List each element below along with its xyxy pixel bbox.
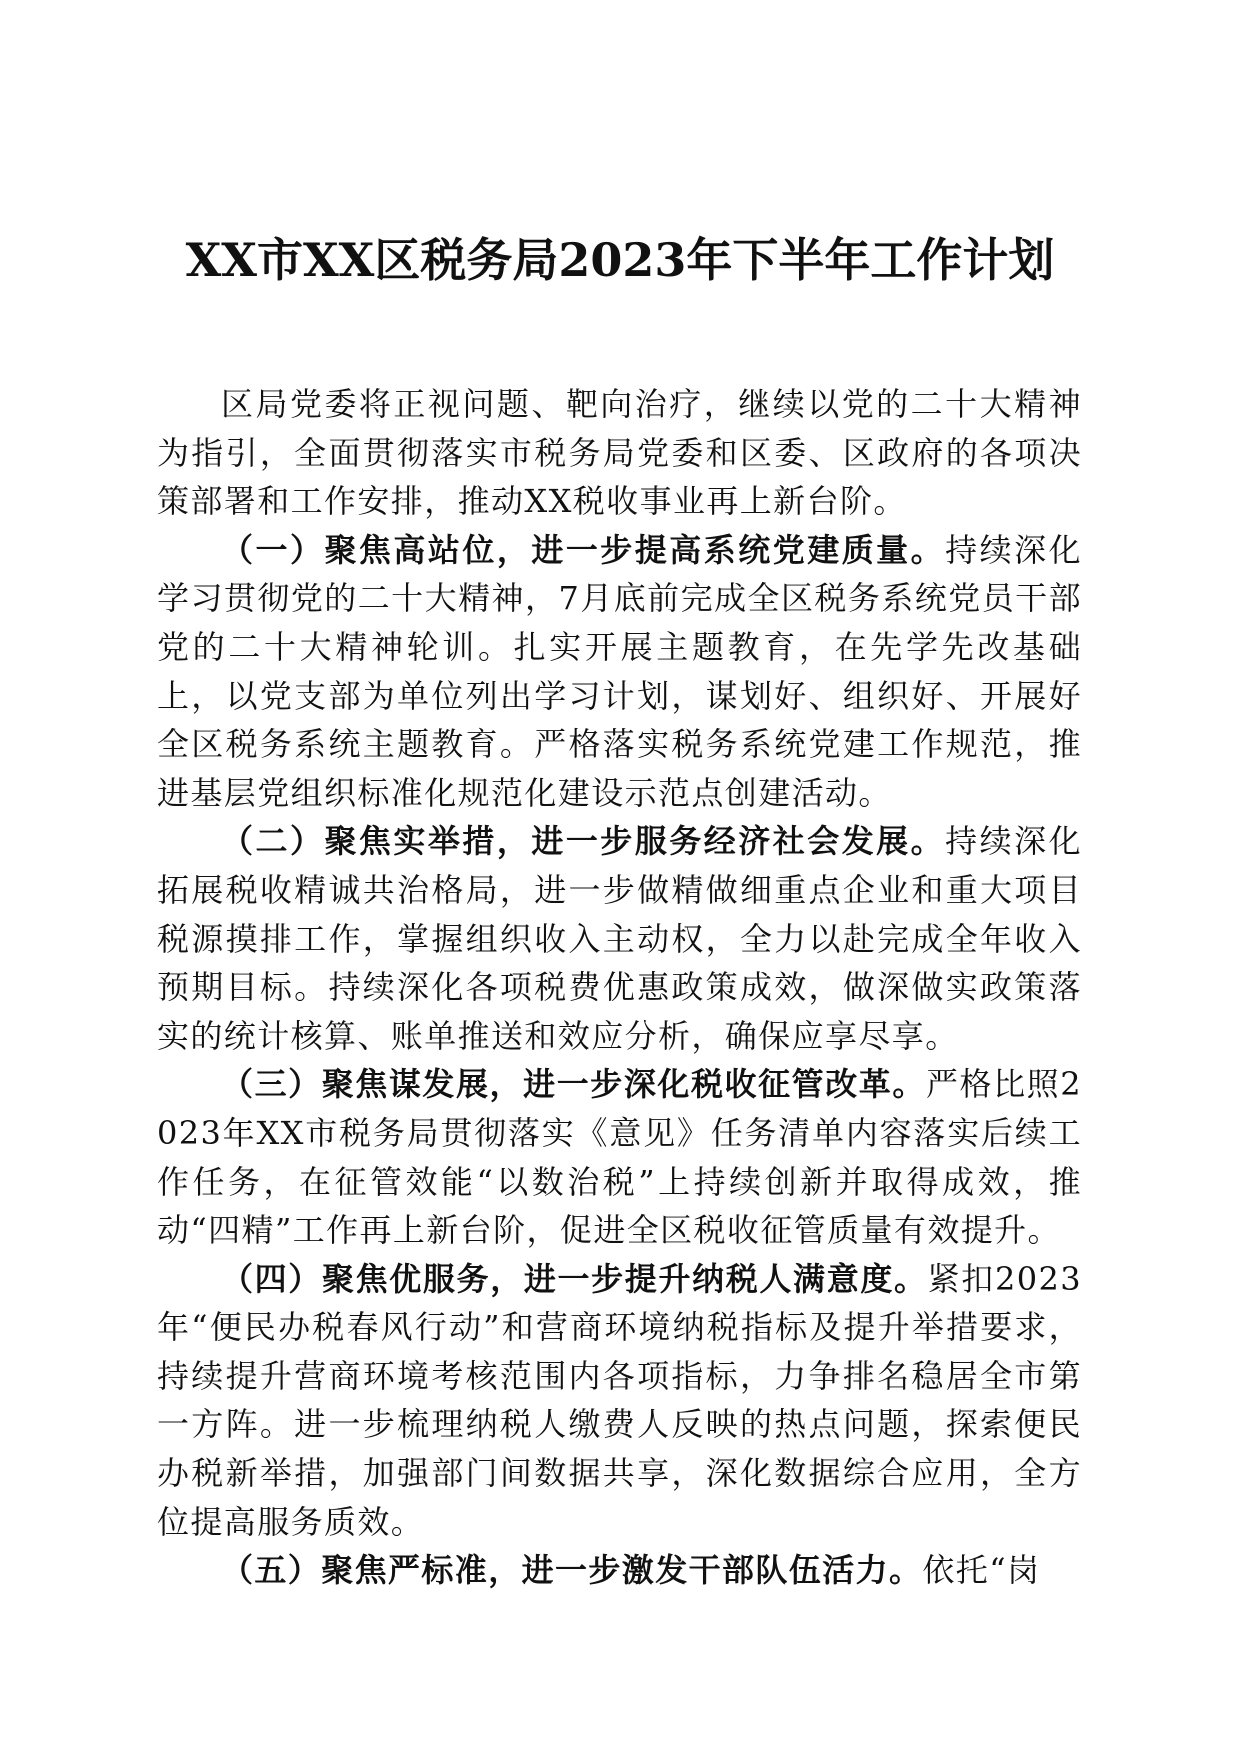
section-heading-3: （三）聚焦谋发展，进一步深化税收征管改革。 xyxy=(221,1065,926,1104)
section-heading-4: （四）聚焦优服务，进一步提升纳税人满意度。 xyxy=(221,1259,928,1298)
section-paragraph-5 xyxy=(157,1546,1082,1595)
section-paragraph-1 xyxy=(157,526,1082,818)
section-heading-1: （一）聚焦高站位，进一步提高系统党建质量。 xyxy=(221,530,946,569)
section-text-3: 严格比照2023年XX市税务局贯彻落实《意见》任务清单内容落实后续工作任务，在征管效能“以数治税”上持续创新并取得成效，推动“四精”工作再上新台阶，促进全区税收征管质量有效提升。 xyxy=(157,1065,1082,1250)
section-paragraph-3 xyxy=(157,1060,1082,1254)
section-text-5: 依托“岗 xyxy=(922,1551,1041,1590)
document-body xyxy=(157,380,1082,1595)
intro-paragraph: 区局党委将正视问题、靶向治疗，继续以党的二十大精神为指引，全面贯彻落实市税务局党委和区委、区政府的各项决策部署和工作安排，推动XX税收事业再上新台阶。 xyxy=(157,385,1082,521)
section-text-1: 持续深化学习贯彻党的二十大精神，7月底前完成全区税务系统党员干部党的二十大精神轮训。扎实开展主题教育，在先学先改基础上，以党支部为单位列出学习计划，谋划好、组织好、开展好全区税务系统主题教育。严格落实税务系统党建工作规范，推进基层党组织标准化规范化建设示范点创建活动。 xyxy=(157,530,1082,812)
section-paragraph-4 xyxy=(157,1255,1082,1547)
section-text-4: 紧扣2023年“便民办税春风行动”和营商环境纳税指标及提升举措要求，持续提升营商环境考核范围内各项指标，力争排名稳居全市第一方阵。进一步梳理纳税人缴费人反映的热点问题，探索便民办税新举措，加强部门间数据共享，深化数据综合应用，全方位提高服务质效。 xyxy=(157,1259,1082,1541)
section-text-2: 持续深化拓展税收精诚共治格局，进一步做精做细重点企业和重大项目税源摸排工作，掌握组织收入主动权，全力以赴完成全年收入预期目标。持续深化各项税费优惠政策成效，做深做实政策落实的统计核算、账单推送和效应分析，确保应享尽享。 xyxy=(157,822,1082,1055)
document-title: XX市XX区税务局2023年下半年工作计划 xyxy=(185,233,1055,287)
section-heading-2: （二）聚焦实举措，进一步服务经济社会发展。 xyxy=(221,822,946,861)
section-paragraph-2 xyxy=(157,817,1082,1060)
section-heading-5: （五）聚焦严标准，进一步激发干部队伍活力。 xyxy=(221,1551,923,1590)
